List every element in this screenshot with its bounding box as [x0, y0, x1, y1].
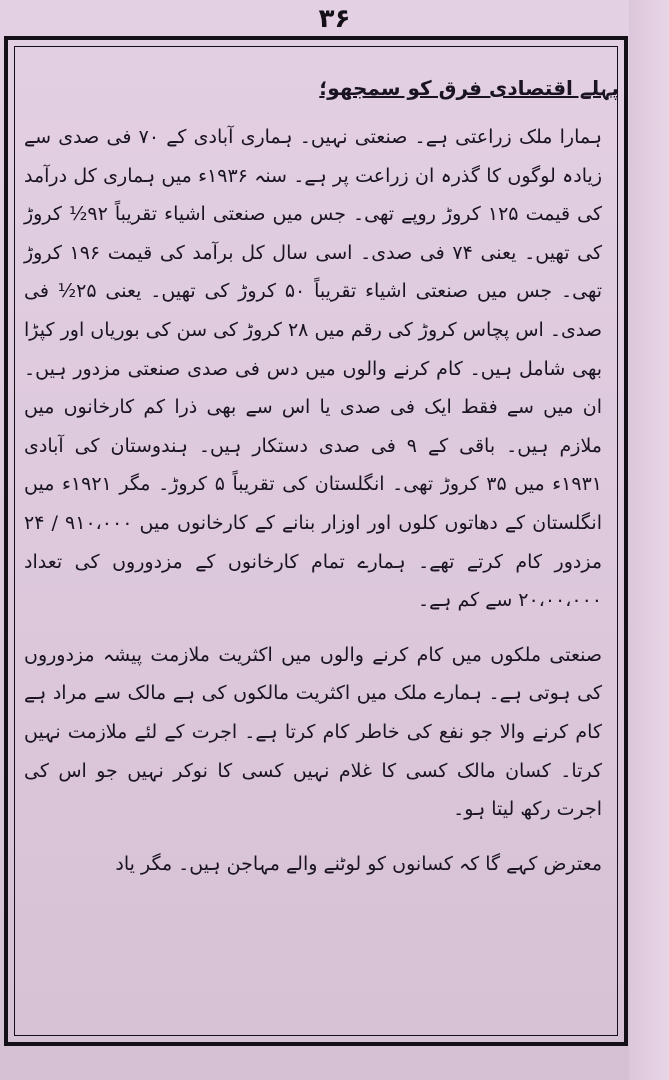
- paragraph-gap: [24, 620, 602, 636]
- paragraph-1: ہمارا ملک زراعتی ہے۔ صنعتی نہیں۔ ہماری آبادی کے ۷۰ فی صدی سے زیادہ لوگوں کا گذرہ ان زراعت پر ہے۔ سنہ ۱۹۳۶ء میں ہماری کل درآمد کی قیمت ۱۲۵ کروڑ روپے تھی۔ جس میں صنعتی اشیاء تقریباً ۹۲½ کروڑ کی تھیں۔ یعنی ۷۴ فی صدی۔ اسی سال کل برآمد کی قیمت ۱۹۶ کروڑ تھی۔ جس میں صنعتی اشیاء تقریباً ۵۰ کروڑ کی تھیں۔ یعنی ۲۵½ فی صدی۔ اس پچاس کروڑ کی رقم میں ۲۸ کروڑ کی سن کی بوریاں اور کپڑا بھی شامل ہیں۔ کام کرنے والوں میں دس فی صدی صنعتی مزدور ہیں۔ ان میں سے فقط ایک فی صدی یا اس سے بھی ذرا کم کارخانوں میں ملازم ہیں۔ باقی کے ۹ فی صدی دستکار ہیں۔ ہندوستان کی آبادی ۱۹۳۱ء میں ۳۵ کروڑ تھی۔ انگلستان کی تقریباً ۵ کروڑ۔ مگر ۱۹۲۱ء میں انگلستان کے دھاتوں کلوں اور اوزار بنانے کے کارخانوں میں ۹۱۰،۰۰۰ / ۲۴ مزدور کام کرتے تھے۔ ہمارے تمام کارخانوں کے مزدوروں کی تعداد ۲۰،۰۰،۰۰۰ سے کم ہے۔: [24, 126, 602, 612]
- paragraph-gap: [24, 829, 602, 845]
- section-heading: پہلے اقتصادی فرق کو سمجھو؛: [319, 76, 619, 100]
- paragraph-2: صنعتی ملکوں میں کام کرنے والوں میں اکثریت ملازمت پیشہ مزدوروں کی ہوتی ہے۔ ہمارے ملک میں اکثریت مالکوں کی ہے مالک سے مراد ہے کام کرنے والا جو نفع کی خاطر کام کرتا ہے۔ اجرت کے لئے ملازمت نہیں کرتا۔ کسان مالک کسی کا غلام نہیں کسی کا نوکر نہیں جو اس کی اجرت رکھ لیتا ہو۔: [24, 643, 602, 821]
- page-margin: [629, 0, 669, 1080]
- paragraph-3: معترض کہے گا کہ کسانوں کو لوٹنے والے مہاجن ہیں۔ مگر یاد: [115, 852, 602, 875]
- page-number: ۳۶: [318, 4, 351, 34]
- body-text: [24, 118, 602, 883]
